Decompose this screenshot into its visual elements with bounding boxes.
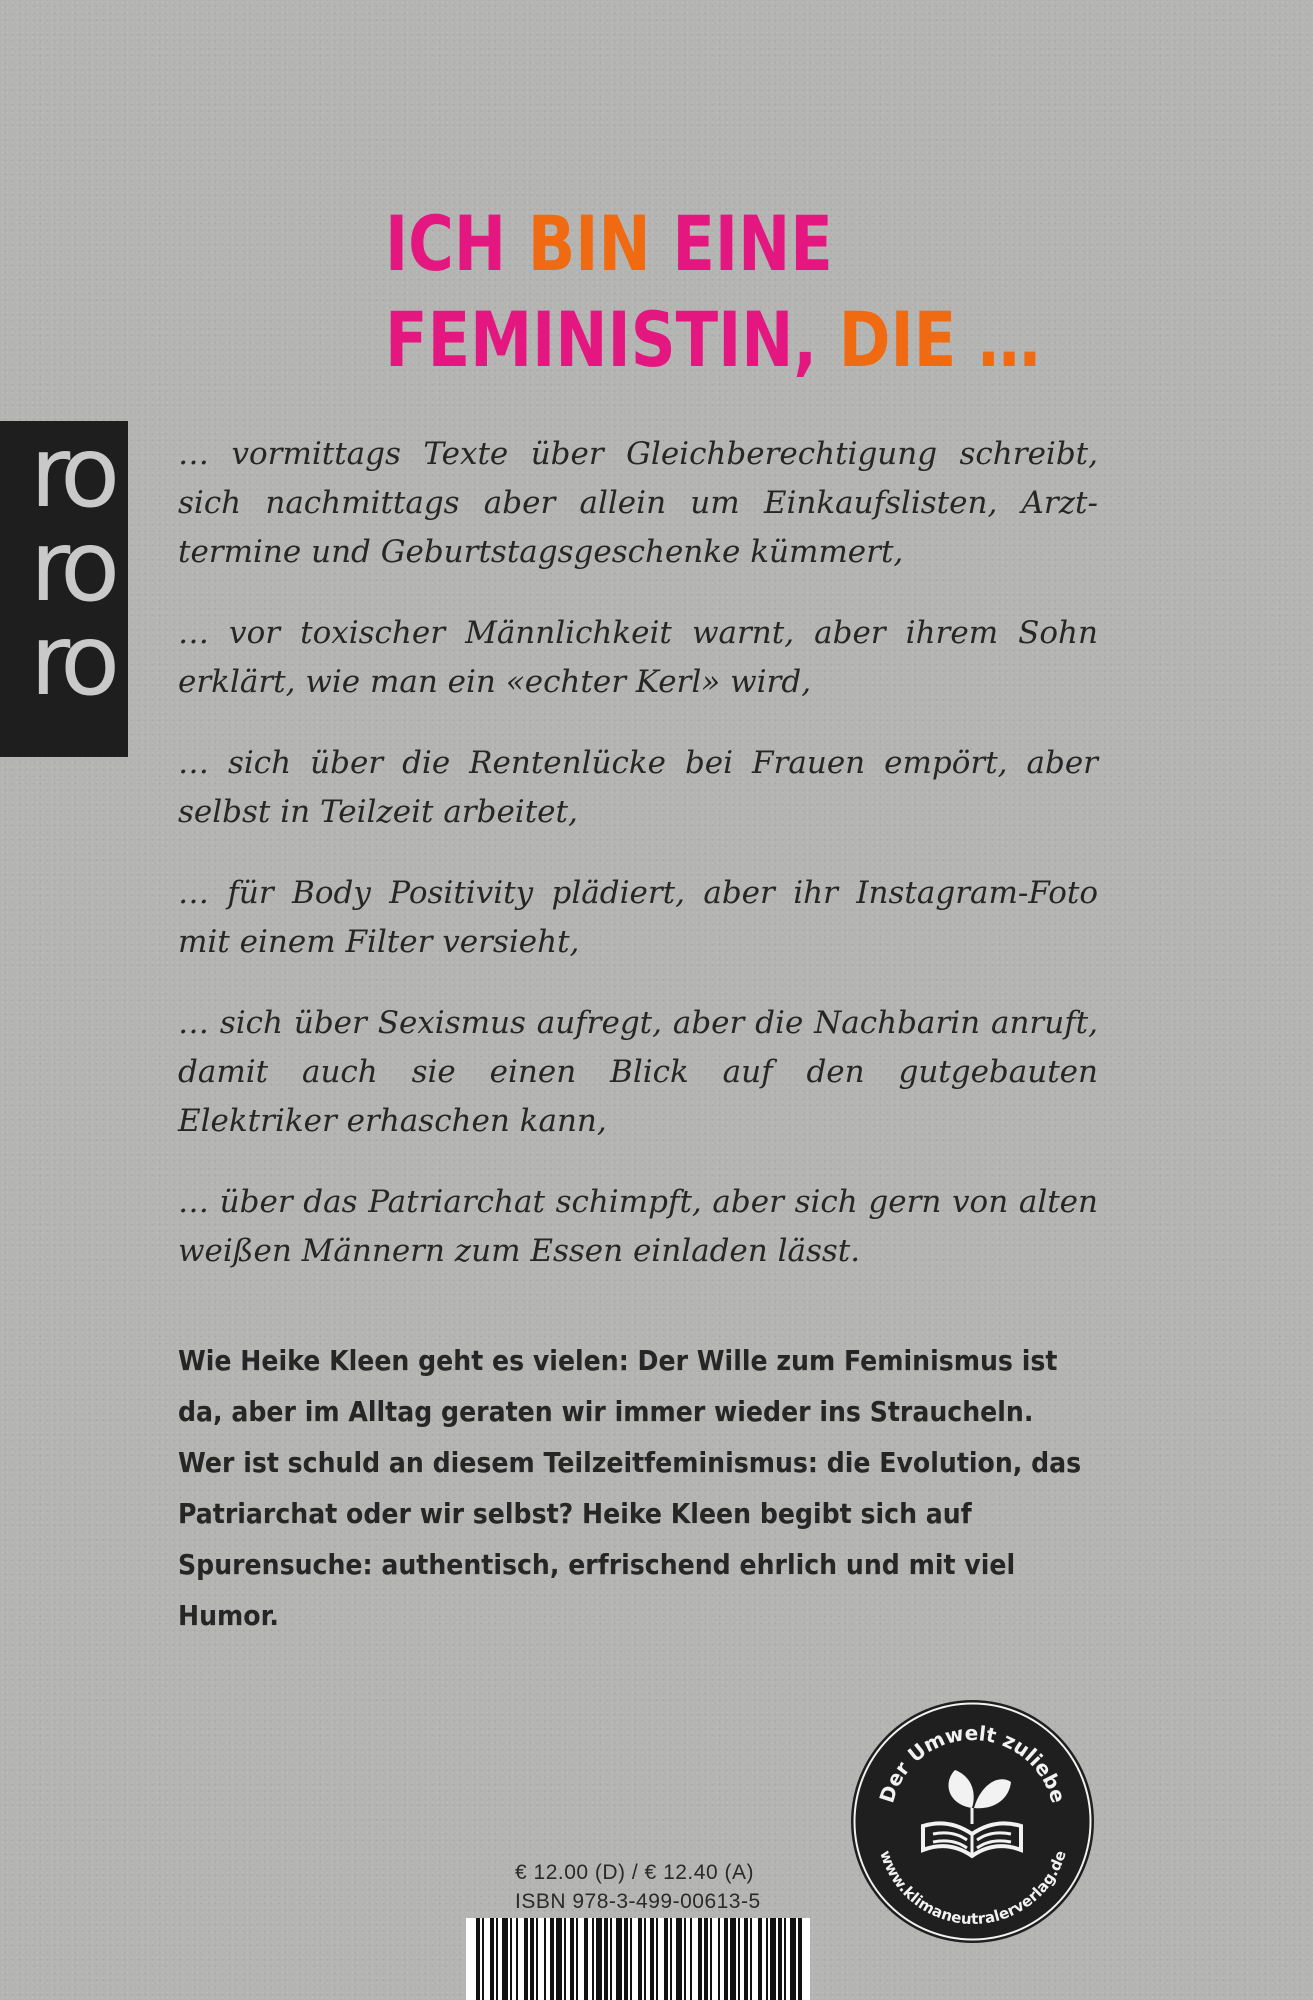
headline-word: EINE — [672, 199, 833, 288]
headline-word: FEMINISTIN, — [385, 295, 839, 384]
barcode-bar — [550, 1918, 554, 2000]
barcode-bar — [476, 1918, 480, 2000]
quote-item: … sich über Sexismus aufregt, aber die Nachbarin anruft, damit auch sie einen Blick auf den gutgebauten Elektriker erhaschen kann, — [178, 1005, 1098, 1139]
quote-item: … für Body Positivity plädiert, aber ihr Instagram-Foto mit einem Filter versieht, — [178, 875, 1098, 960]
barcode-bar — [482, 1918, 484, 2000]
barcode-icon — [466, 1918, 810, 2000]
book-blurb: Wie Heike Kleen geht es vielen: Der Wille zum Feminismus ist da, aber im Alltag geraten wir immer wieder ins Straucheln. Wer ist schuld an diesem Teilzeitfeminismus: die Evolution, das Patriarchat oder wir selbst? Heike Kleen begibt sich auf Spurensuche: authentisch, erfrischend ehrlich und mit viel Humor. — [178, 1344, 1082, 1632]
barcode-bar — [596, 1918, 602, 2000]
barcode-bar — [624, 1918, 628, 2000]
rororo-logo — [0, 421, 128, 757]
headline-line-2 — [385, 292, 1040, 388]
barcode-bar — [616, 1918, 622, 2000]
barcode-bar — [718, 1918, 720, 2000]
barcode-bar — [656, 1918, 658, 2000]
quote-list — [178, 430, 1098, 1308]
quote-item: … sich über die Rentenlücke bei Frauen empört, aber selbst in Teilzeit arbeitet, — [178, 745, 1098, 830]
barcode-bar — [524, 1918, 528, 2000]
barcode-bar — [770, 1918, 776, 2000]
barcode-bar — [644, 1918, 646, 2000]
headline-line-1 — [385, 196, 1040, 292]
logo-text-line: ro — [30, 604, 113, 718]
barcode-bar — [530, 1918, 534, 2000]
barcode-bar — [730, 1918, 736, 2000]
seal-bottom-text: www.klimaneutralerverlag.de — [876, 1848, 1070, 1929]
quote-item: … vor toxischer Männlichkeit warnt, aber ihrem Sohn erklärt, wie man ein «echter Kerl» wird, — [178, 615, 1098, 700]
barcode-bars — [466, 1918, 810, 2000]
barcode-bar — [704, 1918, 708, 2000]
headline-word: DIE … — [838, 295, 1041, 384]
price-label: € 12.00 (D) / € 12.40 (A) — [515, 1861, 754, 1884]
barcode-bar — [766, 1918, 768, 2000]
barcode-bar — [610, 1918, 612, 2000]
barcode-bar — [758, 1918, 762, 2000]
barcode-bar — [564, 1918, 566, 2000]
seal-top-text: Der Umwelt zuliebe — [874, 1720, 1071, 1806]
barcode-bar — [544, 1918, 546, 2000]
isbn-label: ISBN 978-3-499-00613-5 — [515, 1890, 761, 1913]
barcode-bar — [576, 1918, 578, 2000]
barcode-bar — [570, 1918, 574, 2000]
headline-word: ICH — [385, 199, 528, 288]
barcode-bar — [798, 1918, 802, 2000]
barcode-bar — [496, 1918, 498, 2000]
leaf-book-icon — [923, 1770, 1021, 1856]
barcode-bar — [790, 1918, 796, 2000]
barcode-bar — [556, 1918, 562, 2000]
barcode-bar — [584, 1918, 588, 2000]
quote-item: … vormittags Texte über Gleichberechtigung schreibt, sich nachmittags aber allein um Einkaufslisten, Arzttermine und Geburtstagsgeschenke kümmert, — [178, 436, 1098, 570]
headline — [385, 196, 1040, 388]
barcode-bar — [750, 1918, 752, 2000]
seal-graphic — [851, 1700, 1094, 1943]
logo-text-line: ro — [30, 421, 113, 530]
barcode-bar — [784, 1918, 786, 2000]
barcode-bar — [650, 1918, 654, 2000]
barcode-bar — [698, 1918, 702, 2000]
headline-word: BIN — [527, 199, 673, 288]
barcode-bar — [536, 1918, 538, 2000]
barcode-bar — [710, 1918, 712, 2000]
barcode-bar — [516, 1918, 518, 2000]
barcode-bar — [630, 1918, 632, 2000]
quote-item: … über das Patriarchat schimpft, aber sich gern von alten weißen Männern zum Essen einladen lässt. — [178, 1184, 1098, 1269]
barcode-bar — [502, 1918, 508, 2000]
logo-text-line: ro — [30, 510, 113, 624]
barcode-bar — [670, 1918, 672, 2000]
barcode-bar — [676, 1918, 682, 2000]
barcode-bar — [510, 1918, 512, 2000]
barcode-bar — [684, 1918, 686, 2000]
barcode-bar — [724, 1918, 728, 2000]
barcode-bar — [592, 1918, 594, 2000]
barcode-bar — [738, 1918, 740, 2000]
barcode-bar — [604, 1918, 608, 2000]
barcode-bar — [690, 1918, 692, 2000]
barcode-bar — [490, 1918, 494, 2000]
barcode-bar — [664, 1918, 668, 2000]
barcode-bar — [638, 1918, 642, 2000]
barcode-bar — [744, 1918, 748, 2000]
barcode-bar — [778, 1918, 782, 2000]
climate-neutral-seal — [851, 1700, 1094, 1943]
